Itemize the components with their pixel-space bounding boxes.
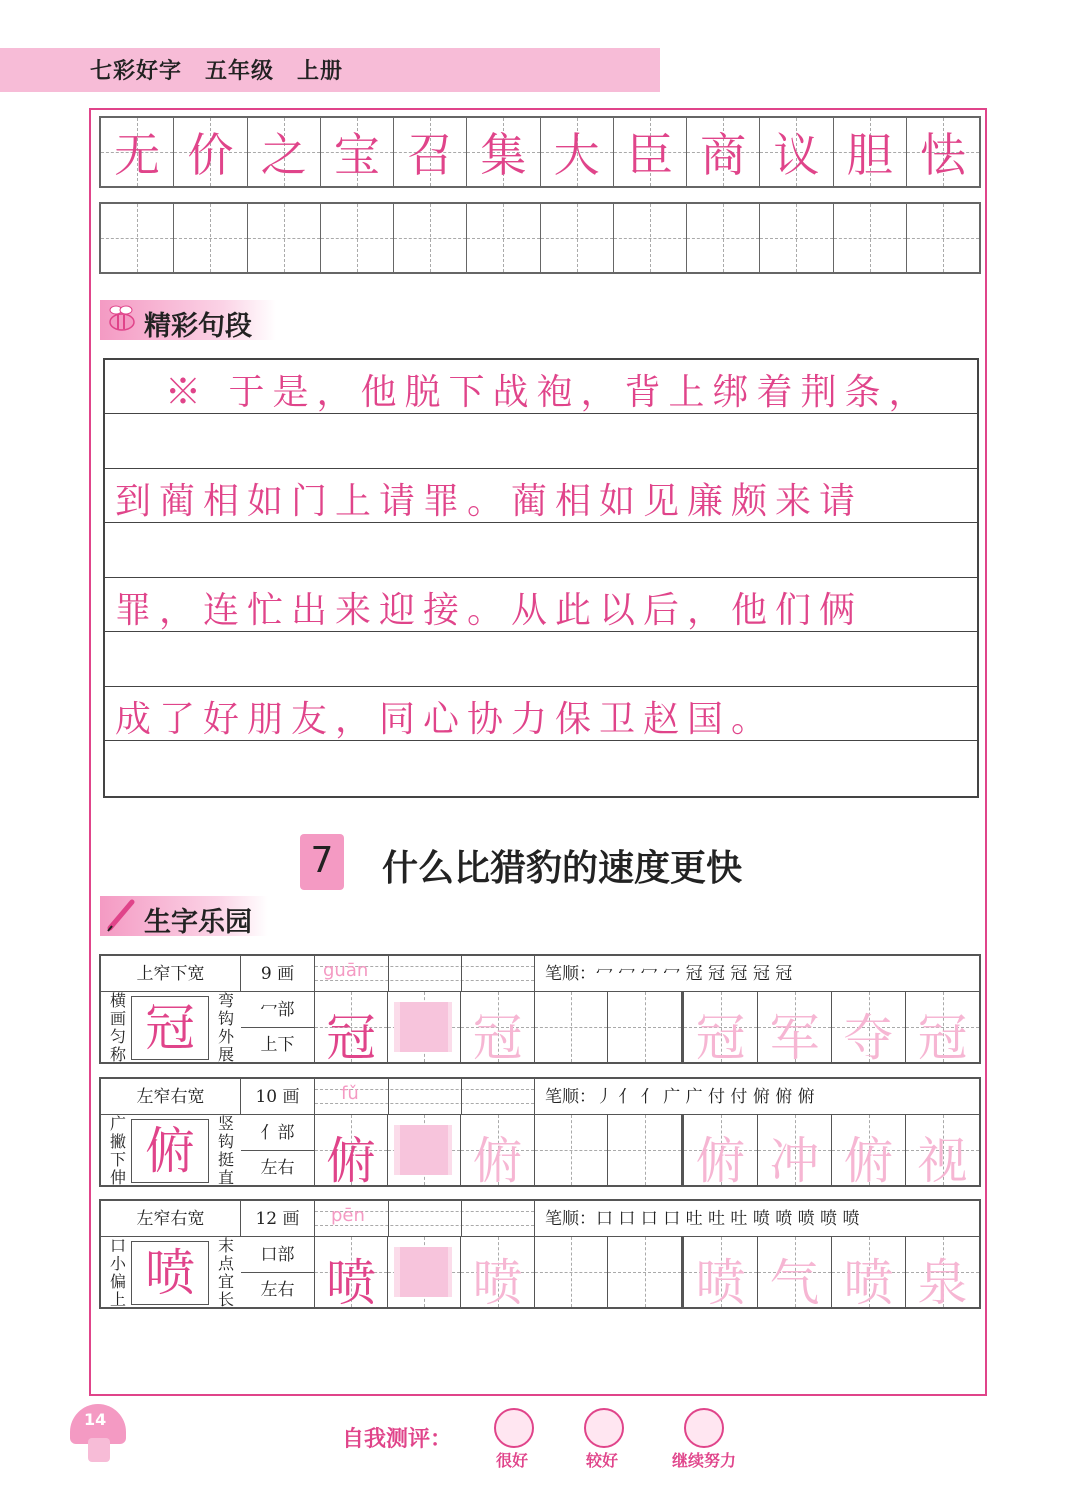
stroke-count: 9 画 bbox=[241, 956, 315, 992]
trace-cell: 喷 bbox=[315, 1237, 388, 1307]
word-cell: 气 bbox=[758, 1237, 832, 1307]
structure-type: 上下 bbox=[241, 1028, 315, 1062]
blank-practice-cell[interactable] bbox=[535, 992, 608, 1062]
blank-cell[interactable] bbox=[760, 204, 833, 272]
passage-blank-line[interactable] bbox=[105, 741, 977, 796]
trace-cell-light: 喷 bbox=[461, 1237, 535, 1307]
smile-face-icon[interactable] bbox=[494, 1408, 534, 1448]
pinyin: pēn bbox=[331, 1205, 365, 1226]
section-tag-passage bbox=[100, 300, 276, 340]
passage-line: 罪，连忙出来迎接。从此以后，他们俩 bbox=[105, 578, 977, 632]
bee-icon bbox=[104, 302, 138, 336]
pinyin-box bbox=[315, 1079, 535, 1115]
left-tip: 广撇下伸 bbox=[109, 1114, 126, 1187]
blank-practice-cell[interactable] bbox=[535, 1237, 608, 1307]
grid-cell: 胆 bbox=[834, 118, 907, 186]
word-cell: 喷 bbox=[832, 1237, 906, 1307]
grid-cell: 集 bbox=[467, 118, 540, 186]
blank-practice-cell[interactable] bbox=[608, 1115, 684, 1185]
word-cell: 喷 bbox=[684, 1237, 758, 1307]
blank-cell[interactable] bbox=[394, 204, 467, 272]
right-tip: 末点宜长 bbox=[217, 1236, 234, 1309]
blank-practice-cell[interactable] bbox=[608, 992, 684, 1062]
sad-face-icon[interactable] bbox=[684, 1408, 724, 1448]
word-cell: 视 bbox=[906, 1115, 979, 1185]
grid-cell: 无 bbox=[101, 118, 174, 186]
stroke-count: 12 画 bbox=[241, 1201, 315, 1237]
section-label: 生字乐园 bbox=[144, 907, 252, 938]
grid-cell: 之 bbox=[248, 118, 321, 186]
lesson-number-badge: 7 bbox=[300, 834, 344, 890]
blank-cell[interactable] bbox=[101, 204, 174, 272]
book-title: 七彩好字 五年级 上册 bbox=[90, 59, 344, 84]
passage-lines bbox=[103, 358, 979, 798]
grid-cell: 召 bbox=[394, 118, 467, 186]
pinyin: fǔ bbox=[341, 1083, 359, 1104]
left-tip: 横画匀称 bbox=[109, 991, 126, 1064]
stroke-order: 笔顺：丿 亻 亻 广 广 付 付 俯 俯 俯 bbox=[535, 1079, 981, 1115]
rating-label: 继续努力 bbox=[672, 1451, 737, 1470]
vocab-card bbox=[99, 1077, 981, 1190]
grid-cell: 大 bbox=[541, 118, 614, 186]
word-cell: 冠 bbox=[684, 992, 758, 1062]
page-number: 14 bbox=[84, 1410, 107, 1429]
trace-cell: 冠 bbox=[315, 992, 388, 1062]
right-tip: 弯钩外展 bbox=[217, 991, 234, 1064]
word-cell: 冠 bbox=[906, 992, 979, 1062]
passage-line: 成了好朋友，同心协力保卫赵国。 bbox=[105, 687, 977, 741]
pinyin-box bbox=[315, 1201, 535, 1237]
radical: 亻部 bbox=[241, 1115, 315, 1151]
trace-cell-light: 冠 bbox=[461, 992, 535, 1062]
pen-icon bbox=[104, 898, 138, 932]
passage-blank-line[interactable] bbox=[105, 632, 977, 687]
vocab-card bbox=[99, 954, 981, 1067]
structure-hint: 左窄右宽 bbox=[101, 1201, 241, 1237]
blank-cell[interactable] bbox=[614, 204, 687, 272]
structure-hint: 上窄下宽 bbox=[101, 956, 241, 992]
stroke-block-cell bbox=[388, 992, 461, 1062]
word-cell: 夺 bbox=[832, 992, 906, 1062]
structure-hint: 左窄右宽 bbox=[101, 1079, 241, 1115]
grid-cell: 商 bbox=[687, 118, 760, 186]
blank-cell[interactable] bbox=[907, 204, 979, 272]
radical: 口部 bbox=[241, 1237, 315, 1273]
blank-cell[interactable] bbox=[248, 204, 321, 272]
pinyin-box bbox=[315, 956, 535, 992]
rating-label: 很好 bbox=[496, 1451, 529, 1470]
section-label: 精彩句段 bbox=[144, 311, 252, 342]
structure-type: 左右 bbox=[241, 1151, 315, 1185]
blank-grid-row[interactable] bbox=[99, 202, 981, 274]
grid-cell: 价 bbox=[174, 118, 247, 186]
blank-practice-cell[interactable] bbox=[608, 1237, 684, 1307]
grin-face-icon[interactable] bbox=[584, 1408, 624, 1448]
blank-cell[interactable] bbox=[467, 204, 540, 272]
stroke-order: 笔顺：口 口 口 口 吐 吐 吐 喷 喷 喷 喷 喷 bbox=[535, 1201, 981, 1237]
pinyin: guān bbox=[323, 960, 369, 981]
radical: 冖部 bbox=[241, 992, 315, 1028]
grid-cell: 宝 bbox=[321, 118, 394, 186]
stroke-order: 笔顺：冖 冖 冖 冖 冠 冠 冠 冠 冠 bbox=[535, 956, 981, 992]
mushroom-stem bbox=[88, 1438, 110, 1462]
model-character: 俯 bbox=[131, 1119, 209, 1183]
section-tag-vocab bbox=[100, 896, 268, 936]
grid-cell: 议 bbox=[760, 118, 833, 186]
passage-blank-line[interactable] bbox=[105, 414, 977, 469]
blank-practice-cell[interactable] bbox=[535, 1115, 608, 1185]
stroke-count: 10 画 bbox=[241, 1079, 315, 1115]
structure-type: 左右 bbox=[241, 1273, 315, 1307]
word-cell: 泉 bbox=[906, 1237, 979, 1307]
blank-cell[interactable] bbox=[834, 204, 907, 272]
model-character: 喷 bbox=[131, 1241, 209, 1305]
left-tip: 口小偏上 bbox=[109, 1236, 126, 1309]
passage-line: ※ 于是，他脱下战袍，背上绑着荆条， bbox=[105, 360, 977, 414]
blank-cell[interactable] bbox=[321, 204, 394, 272]
word-cell: 冲 bbox=[758, 1115, 832, 1185]
passage-line: 到蔺相如门上请罪。蔺相如见廉颇来请 bbox=[105, 469, 977, 523]
blank-cell[interactable] bbox=[174, 204, 247, 272]
passage-blank-line[interactable] bbox=[105, 523, 977, 578]
trace-cell-light: 俯 bbox=[461, 1115, 535, 1185]
self-eval-label: 自我测评： bbox=[342, 1427, 453, 1452]
word-grid-row bbox=[99, 116, 981, 188]
vocab-card bbox=[99, 1199, 981, 1312]
rating-label: 较好 bbox=[586, 1451, 619, 1470]
blank-cell[interactable] bbox=[687, 204, 760, 272]
model-character: 冠 bbox=[131, 996, 209, 1060]
blank-cell[interactable] bbox=[541, 204, 614, 272]
word-cell: 俯 bbox=[684, 1115, 758, 1185]
word-cell: 军 bbox=[758, 992, 832, 1062]
right-tip: 竖钩挺直 bbox=[217, 1114, 234, 1187]
trace-cell: 俯 bbox=[315, 1115, 388, 1185]
stroke-block-cell bbox=[388, 1237, 461, 1307]
stroke-block-cell bbox=[388, 1115, 461, 1185]
grid-cell: 臣 bbox=[614, 118, 687, 186]
lesson-title: 什么比猎豹的速度更快 bbox=[382, 848, 743, 889]
word-cell: 俯 bbox=[832, 1115, 906, 1185]
grid-cell: 怯 bbox=[907, 118, 979, 186]
